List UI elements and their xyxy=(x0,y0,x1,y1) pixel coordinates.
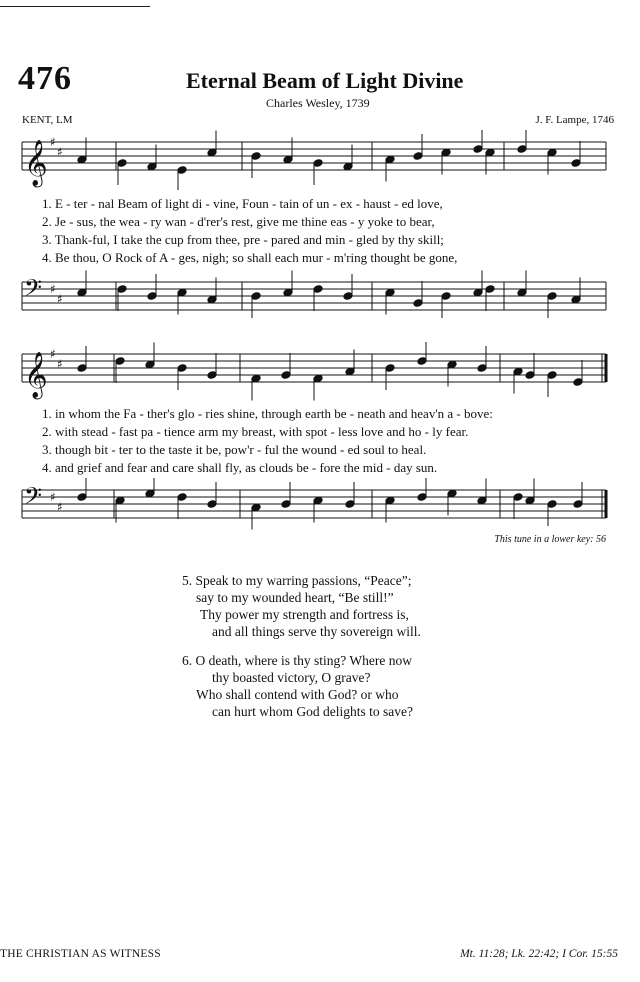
scripture-references: Mt. 11:28; Lk. 22:42; I Cor. 15:55 xyxy=(460,948,618,960)
svg-text:♯: ♯ xyxy=(50,490,56,504)
sharp-icon xyxy=(50,135,63,159)
lyric-line-verse-1: 1. in whom the Fa - ther's glo - ries shine, through earth be - neath and heav'n a - bove: xyxy=(42,406,493,421)
svg-text:♯: ♯ xyxy=(57,145,63,159)
top-rule xyxy=(0,6,150,7)
svg-text:♯: ♯ xyxy=(50,282,56,296)
hymn-title: Eternal Beam of Light Divine xyxy=(186,68,464,93)
stanza-line: Who shall contend with God? or who xyxy=(196,687,399,702)
bass-clef-icon: 𝄢 xyxy=(24,274,43,307)
treble-clef-icon: 𝄞 xyxy=(24,140,48,186)
note-heads xyxy=(77,130,581,190)
stanza-5 xyxy=(182,572,421,640)
bass-staff-2 xyxy=(0,478,640,538)
author-credit: Charles Wesley, 1739 xyxy=(266,96,370,110)
lyric-line-verse-3: 3. though bit - ter to the taste it be, pow'r - ful the wound - ed soul to heal. xyxy=(42,442,427,457)
stanza-line: thy boasted victory, O grave? xyxy=(212,670,371,685)
stanza-line: 5. Speak to my warring passions, “Peace”; xyxy=(182,573,412,588)
svg-text:♯: ♯ xyxy=(50,135,56,149)
treble-clef-icon: 𝄞 xyxy=(24,352,48,398)
stanza-line: 6. O death, where is thy sting? Where now xyxy=(182,653,412,668)
bass-clef-icon: 𝄢 xyxy=(24,482,43,515)
lyric-line-verse-3: 3. Thank-ful, I take the cup from thee, pre - pared and min - gled by thy skill; xyxy=(42,232,444,247)
sharp-icon xyxy=(50,347,63,371)
sharp-icon xyxy=(50,490,63,514)
section-title: THE CHRISTIAN AS WITNESS xyxy=(0,948,161,960)
composer-credit: J. F. Lampe, 1746 xyxy=(535,114,614,126)
sharp-icon xyxy=(50,282,63,306)
stanza-line: can hurt whom God delights to save? xyxy=(212,704,413,719)
stanza-line: Thy power my strength and fortress is, xyxy=(200,607,409,622)
svg-text:♯: ♯ xyxy=(57,500,63,514)
lyric-line-verse-4: 4. Be thou, O Rock of A - ges, nigh; so shall each mur - m'ring thought be gone, xyxy=(42,250,458,265)
hymn-number: 476 xyxy=(18,60,72,97)
note-heads xyxy=(77,271,581,319)
svg-text:♯: ♯ xyxy=(57,357,63,371)
treble-staff-2 xyxy=(0,342,640,402)
lyric-line-verse-2: 2. Je - sus, the wea - ry wan - d'rer's rest, give me thine eas - y yoke to bear, xyxy=(42,214,435,229)
stanza-line: say to my wounded heart, “Be still!” xyxy=(196,590,394,605)
tune-key-note: This tune in a lower key: 56 xyxy=(494,534,606,545)
treble-staff-1 xyxy=(0,130,640,190)
lyric-line-verse-1: 1. E - ter - nal Beam of light di - vine, Foun - tain of un - ex - haust - ed love, xyxy=(42,196,443,211)
additional-stanzas xyxy=(182,572,421,732)
tune-name: KENT, LM xyxy=(22,114,73,126)
svg-text:♯: ♯ xyxy=(50,347,56,361)
svg-text:♯: ♯ xyxy=(57,292,63,306)
lyric-line-verse-4: 4. and grief and fear and care shall fly, as clouds be - fore the mid - day sun. xyxy=(42,460,438,475)
lyric-line-verse-2: 2. with stead - fast pa - tience arm my breast, with spot - less love and ho - ly fear. xyxy=(42,424,469,439)
bass-staff-1 xyxy=(0,270,640,330)
note-heads xyxy=(77,342,583,401)
stanza-line: and all things serve thy sovereign will. xyxy=(212,624,421,639)
stanza-6 xyxy=(182,652,421,720)
